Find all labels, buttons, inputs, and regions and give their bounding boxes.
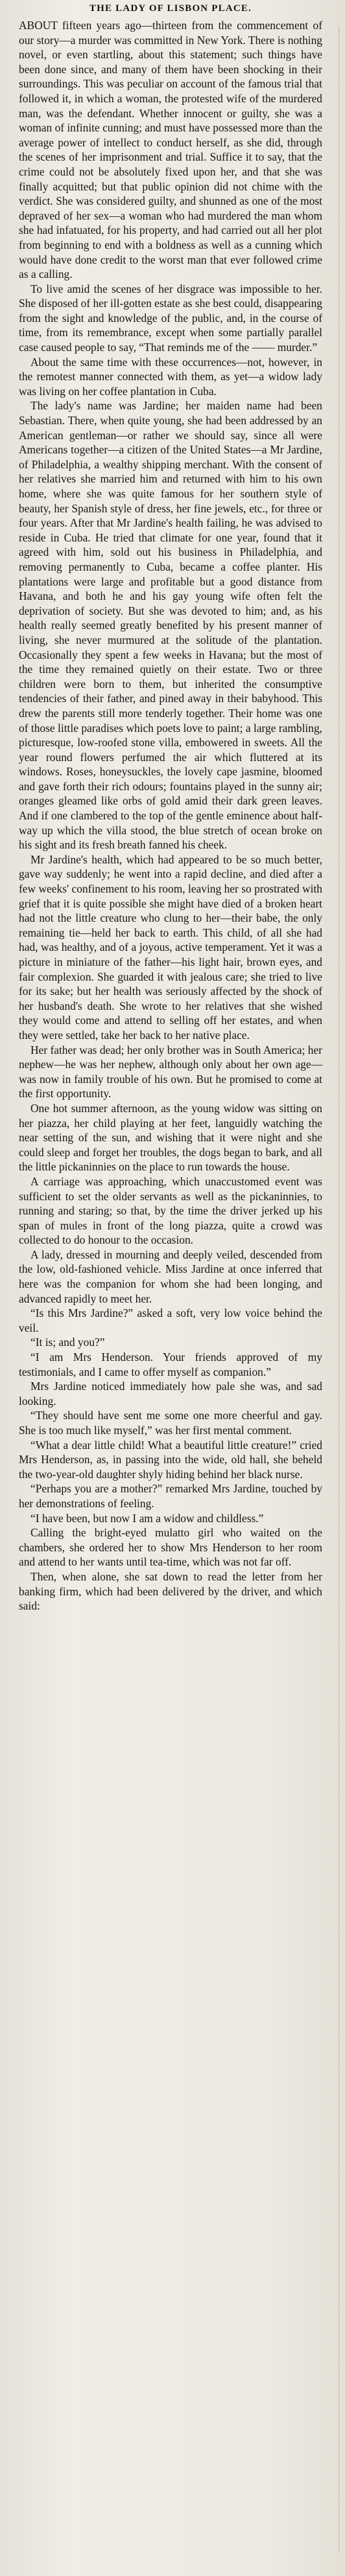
article-paragraph: “I am Mrs Henderson. Your friends approved of my testimonials, and I came to offer myself as companion.” bbox=[19, 1351, 322, 1378]
article-paragraph: Mrs Jardine noticed immediately how pale she was, and sad looking. bbox=[19, 1380, 322, 1408]
article-paragraph: ABOUT fifteen years ago—thirteen from the commencement of our story—a murder was committed in New York. There is nothing novel, or even startling, about this statement; such things have been done since, and many of them have been shocking in their surroundings. This was peculiar on account of the famous trial that followed it, in which a woman, the protested wife of the murdered man, was the defendant. Whether innocent or guilty, she was a woman of infinite cunning; and must have possessed more than the average power of intellect to conduct herself, as she did, through the scenes of her imprisonment and trial. Suffice it to say, that the crime could not be absolutely fixed upon her, and that she was finally acquitted; but that public opinion did not chime with the verdict. She was considered guilty, and shunned as one of the most depraved of her sex—a woman who had murdered the man whom she had infatuated, for his property, and had carried out all her plot from beginning to end with a boldness as well as a cunning which would have done credit to the worst man that ever followed crime as a calling. bbox=[19, 19, 322, 281]
article-paragraph: Her father was dead; her only brother was in South America; her nephew—he was her nephew, although only about her own age—was now in family trouble of his own. But he promised to come at the first opportunity. bbox=[19, 1043, 322, 1100]
article-paragraph: Calling the bright-eyed mulatto girl who waited on the chambers, she ordered her to show Mrs Henderson to her room and attend to her wants until tea-time, which was not far off. bbox=[19, 1526, 322, 1569]
article-paragraph: About the same time with these occurrences—not, however, in the remotest manner connected with them, as yet—a widow lady was living on her coffee plantation in Cuba. bbox=[19, 355, 322, 398]
article-paragraph: “I have been, but now I am a widow and childless.” bbox=[30, 1511, 264, 1525]
article-paragraph: Mr Jardine's health, which had appeared to be so much better, gave way suddenly; he went into a rapid decline, and died after a few weeks' confinement to his room, leaving her so prostrated with grief that it is quite possible she might have died of a broken heart had not the little creature who clung to her—their babe, the only remaining tie—held her back to earth. This child, of all she had had, was healthy, and of a joyous, active temperament. Yet it was a picture in miniature of the father—his light hair, brown eyes, and fair complexion. She guarded it with jealous care; she tried to live for its sake; but her health was seriously affected by the shock of her husband's death. She wrote to her relatives that she wished they would come and attend to selling off her estates, and when they were settled, take her back to her native place. bbox=[19, 852, 322, 1042]
article-paragraph: To live amid the scenes of her disgrace was impossible to her. She disposed of her ill-gotten estate as she best could, disappearing from the sight and knowledge of the public, and, in the course of time, from its remembrance, except when some partially parallel case caused people to say, “That reminds me of the —— murder.” bbox=[19, 282, 322, 354]
adjacent-column-edge bbox=[339, 26, 345, 2552]
article-paragraph: “It is; and you?” bbox=[30, 1336, 105, 1349]
article-column bbox=[19, 18, 322, 1613]
article-paragraph: “Is this Mrs Jardine?” asked a soft, very low voice behind the veil. bbox=[19, 1306, 322, 1334]
article-paragraph: The lady's name was Jardine; her maiden name had been Sebastian. There, when quite young, she had been addressed by an American gentleman—or rather we should say, since all were Americans together—a citizen of the United States—a Mr Jardine, of Philadelphia, a wealthy shipping merchant. With the consent of her relatives she married him and returned with him to his own home, where she was quite famous for her southern style of beauty, her Spanish style of dress, her fine jewels, etc., for three or four years. After that Mr Jardine's health failing, he was advised to reside in Cuba. He tried that climate for one year, found that it agreed with him, sold out his business in Philadelphia, and removing permanently to Cuba, became a coffee planter. His plantations were large and profitable but a good distance from Havana, and both he and his gay young wife often felt the deprivation of society. But she was devoted to him; and, as his health really seemed greatly benefited by his present manner of living, she never murmured at the solitude of the plantation. Occasionally they spent a few weeks in Havana; but the most of the time they remained quietly on their estate. Two or three children were born to them, but inherited the consumptive tendencies of their father, and pined away in their babyhood. This drew the parents still more tenderly together. Their home was one of those little paradises which poets love to paint; a large rambling, picturesque, low-roofed stone villa, embowered in sweets. All the year round flowers perfumed the air which fluttered at its windows. Roses, honeysuckles, the lovely cape jasmine, bloomed and gave forth their rich odours; fountains played in the sunny air; oranges gleamed like orbs of gold amid their dark green leaves. And if one clambered to the top of the gentle eminence about half-way up which the villa stood, the blue stretch of ocean broke on his sight and its fresh breath fanned his cheek. bbox=[19, 399, 322, 852]
article-paragraph: “Perhaps you are a mother?” remarked Mrs Jardine, touched by her demonstrations of feeling. bbox=[19, 1482, 322, 1510]
article-paragraph: A lady, dressed in mourning and deeply veiled, descended from the low, old-fashioned vehicle. Miss Jardine at once inferred that here was the companion for whom she had been longing, and advanced rapidly to meet her. bbox=[19, 1248, 322, 1305]
article-paragraph: “What a dear little child! What a beautiful little creature!” cried Mrs Henderson, as, in passing into the wide, old hall, she beheld the two-year-old daughter shyly hiding behind her black nurse. bbox=[19, 1438, 322, 1481]
article-paragraph: One hot summer afternoon, as the young widow was sitting on her piazza, her child playing at her feet, languidly watching the near setting of the sun, and wishing that it were night and she could sleep and forget her troubles, the dogs began to bark, and all the little pickaninnies on the place to run towards the house. bbox=[19, 1101, 322, 1174]
article-paragraph: Then, when alone, she sat down to read the letter from her banking firm, which had been delivered by the driver, and which said: bbox=[19, 1569, 322, 1613]
article-paragraph: A carriage was approaching, which unaccustomed event was sufficient to set the older servants as well as the pickaninnies, to running and staring; so that, by the time the driver jerked up his span of mules in front of the long piazza, quite a crowd was collected to do honour to the occasion. bbox=[19, 1174, 322, 1247]
article-paragraph: “They should have sent me some one more cheerful and gay. She is too much like myself,” was her first mental comment. bbox=[19, 1409, 322, 1437]
article-title: THE LADY OF LISBON PLACE. bbox=[89, 3, 252, 14]
